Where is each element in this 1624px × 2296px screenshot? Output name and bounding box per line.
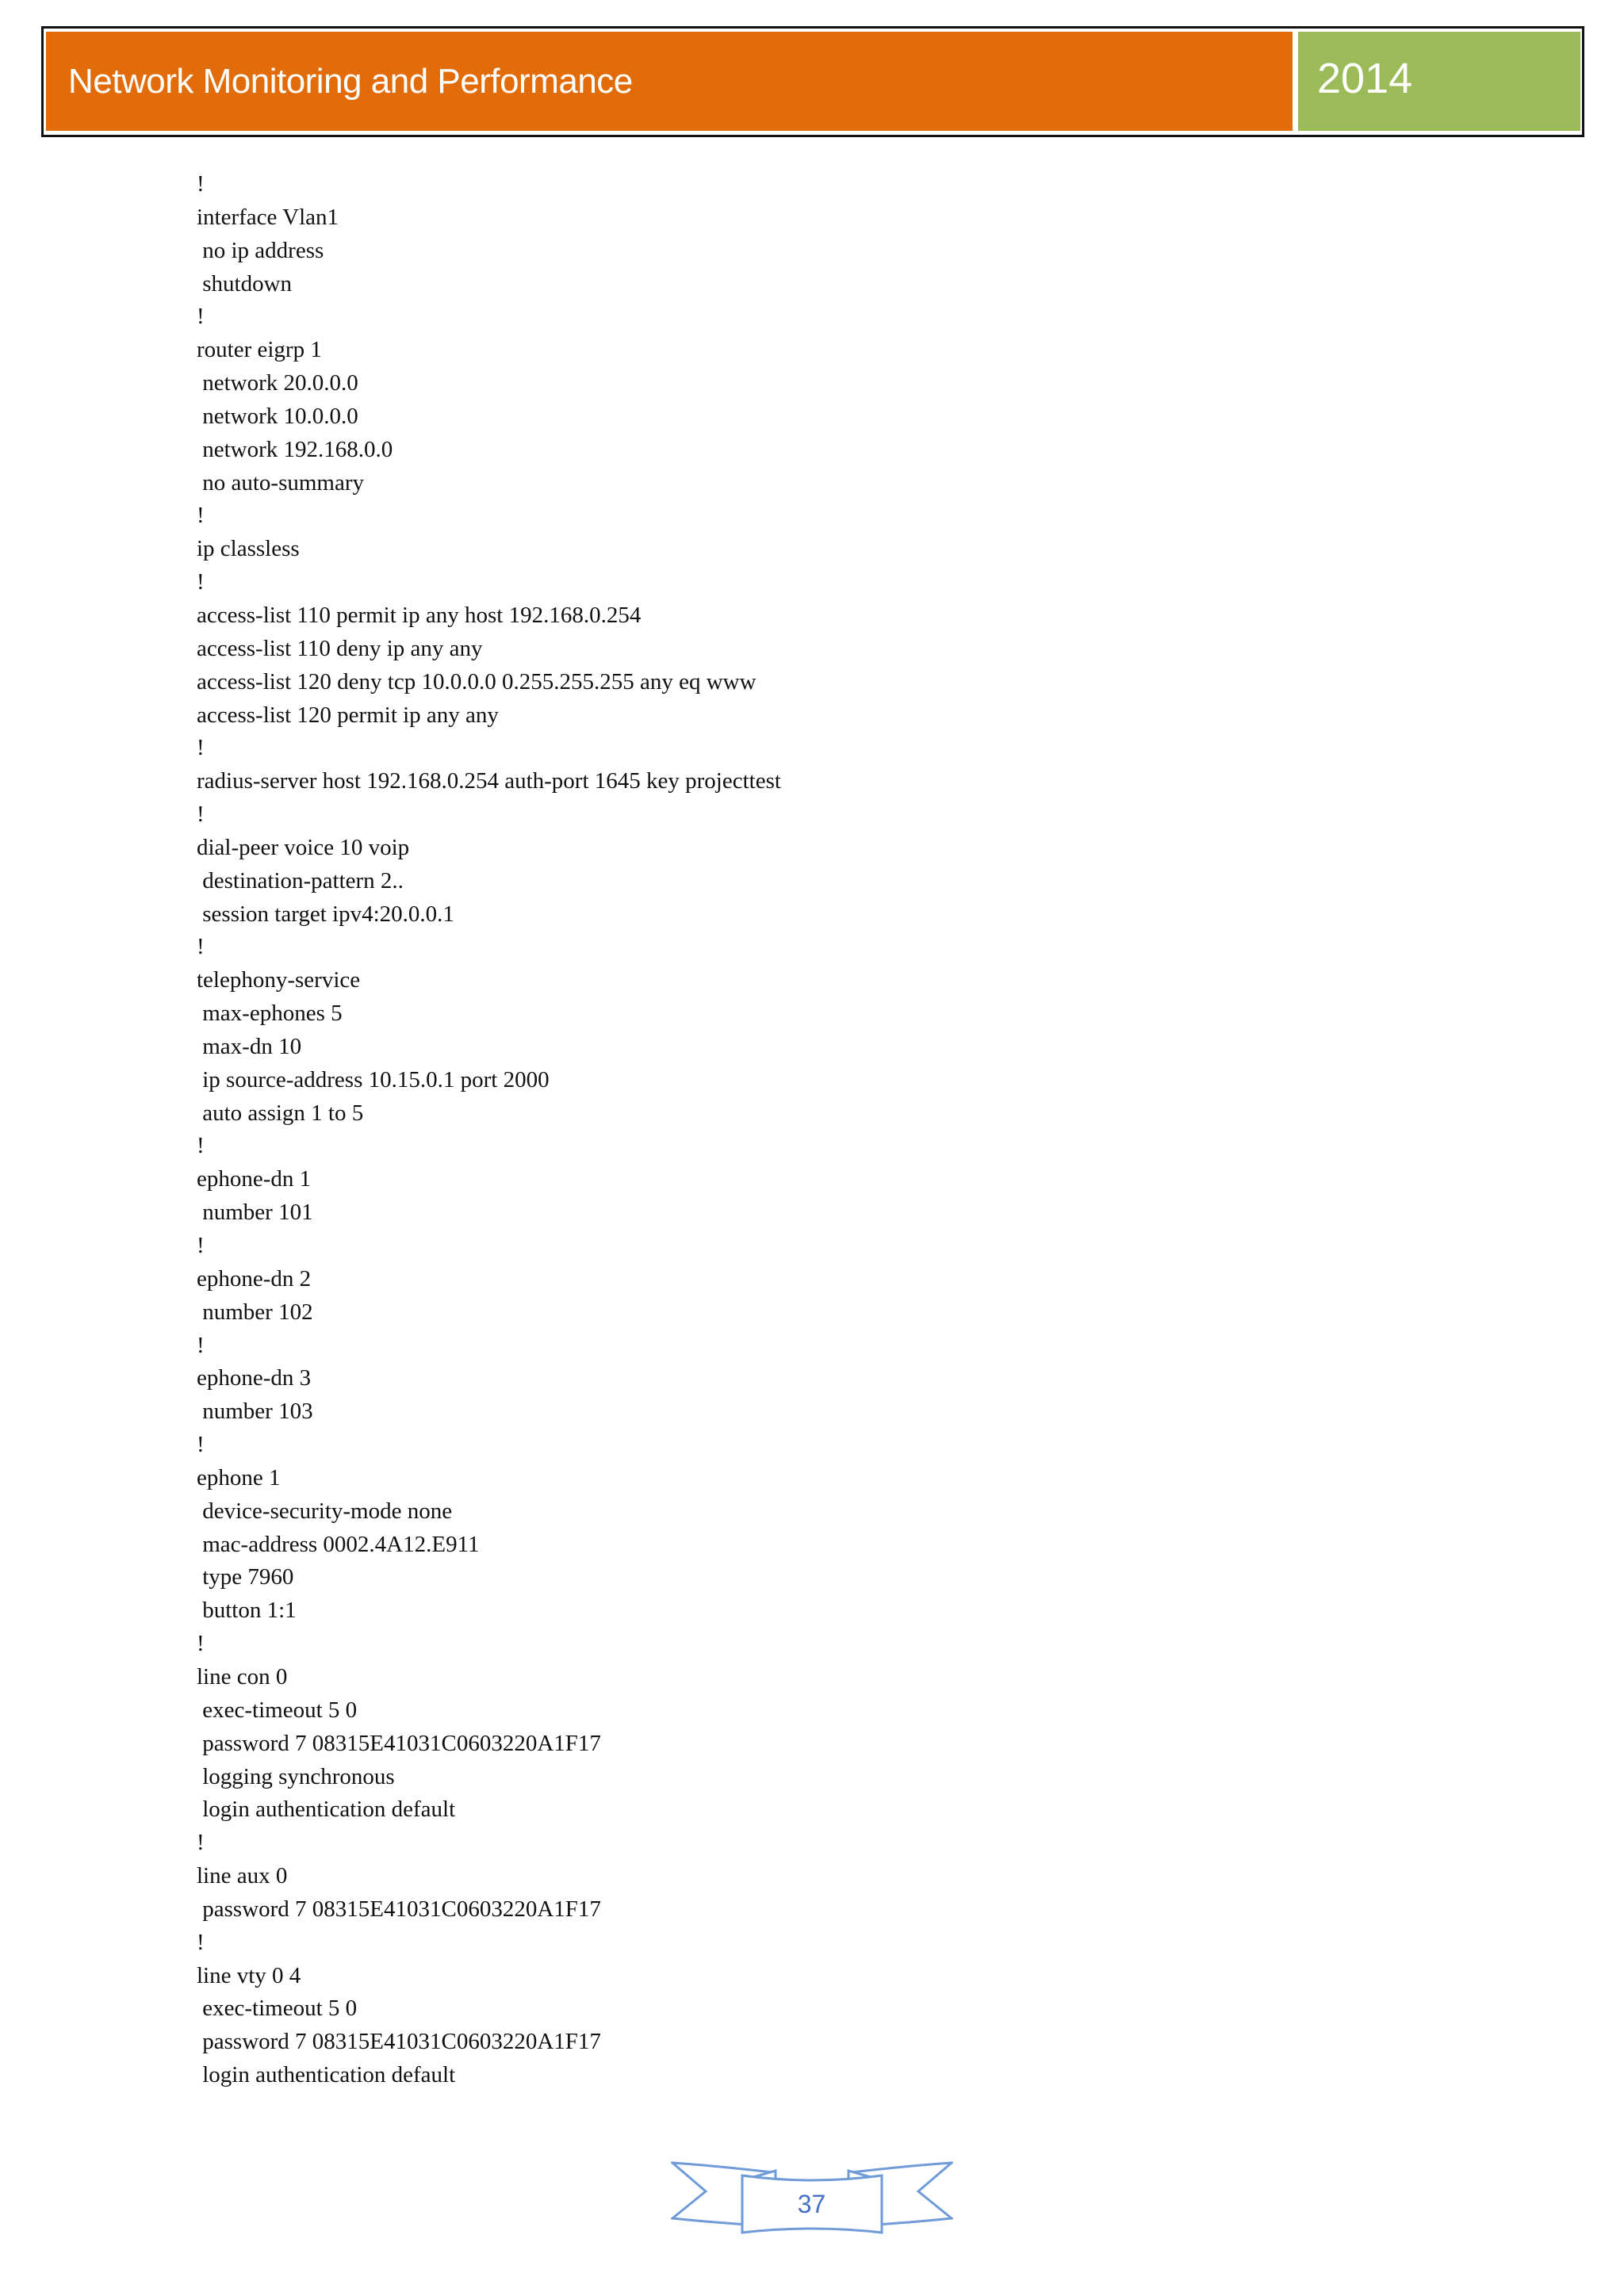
config-line: !	[197, 1332, 205, 1358]
config-line: auto assign 1 to 5	[197, 1100, 364, 1126]
config-line: access-list 120 permit ip any any	[197, 702, 499, 728]
page-number: 37	[797, 2190, 826, 2218]
config-line: network 20.0.0.0	[197, 370, 358, 396]
config-line: !	[197, 1830, 205, 1856]
config-line: access-list 110 permit ip any host 192.168.0.254	[197, 602, 642, 628]
config-line: exec-timeout 5 0	[197, 1697, 358, 1723]
config-line: !	[197, 1929, 205, 1955]
config-line: password 7 08315E41031C0603220A1F17	[197, 1730, 601, 1756]
config-line: password 7 08315E41031C0603220A1F17	[197, 1896, 601, 1922]
config-line: shutdown	[197, 270, 293, 297]
config-line: telephony-service	[197, 967, 361, 993]
config-line: ip source-address 10.15.0.1 port 2000	[197, 1066, 550, 1093]
document-year: 2014	[1317, 55, 1413, 102]
config-line: network 192.168.0.0	[197, 436, 393, 462]
config-line: !	[197, 934, 205, 960]
config-line: number 101	[197, 1200, 313, 1226]
config-line: ephone-dn 1	[197, 1166, 312, 1192]
config-line: ephone-dn 3	[197, 1365, 312, 1391]
config-line: line con 0	[197, 1663, 288, 1689]
config-line: !	[197, 304, 205, 330]
config-line: !	[197, 1631, 205, 1657]
header-title-band	[46, 32, 1293, 131]
config-line: password 7 08315E41031C0603220A1F17	[197, 2029, 601, 2055]
config-line: !	[197, 171, 205, 197]
config-line: line aux 0	[197, 1863, 288, 1889]
config-line: login authentication default	[197, 2062, 456, 2088]
config-line: exec-timeout 5 0	[197, 1996, 358, 2022]
config-line: ip classless	[197, 536, 300, 562]
config-line: no auto-summary	[197, 469, 365, 496]
config-line: number 103	[197, 1399, 313, 1425]
config-line: network 10.0.0.0	[197, 403, 358, 429]
config-line: device-security-mode none	[197, 1498, 453, 1524]
document-title: Network Monitoring and Performance	[68, 62, 633, 101]
config-line: access-list 120 deny tcp 10.0.0.0 0.255.255.255 any eq www	[197, 668, 756, 695]
router-config-listing	[197, 168, 781, 2092]
config-line: access-list 110 deny ip any any	[197, 635, 483, 661]
config-line: router eigrp 1	[197, 337, 322, 363]
config-line: !	[197, 503, 205, 529]
config-line: session target ipv4:20.0.0.1	[197, 901, 454, 927]
config-line: no ip address	[197, 237, 324, 263]
config-line: !	[197, 569, 205, 595]
config-line: dial-peer voice 10 voip	[197, 834, 410, 860]
config-line: !	[197, 802, 205, 828]
config-line: radius-server host 192.168.0.254 auth-port 1645 key projecttest	[197, 768, 781, 794]
config-line: max-ephones 5	[197, 1001, 343, 1027]
config-line: !	[197, 1133, 205, 1159]
config-line: logging synchronous	[197, 1763, 395, 1789]
config-line: ephone-dn 2	[197, 1265, 312, 1292]
config-line: interface Vlan1	[197, 204, 339, 230]
header-year-band	[1298, 32, 1580, 131]
config-line: !	[197, 735, 205, 761]
config-line: max-dn 10	[197, 1033, 302, 1059]
config-line: !	[197, 1432, 205, 1458]
config-line: mac-address 0002.4A12.E911	[197, 1531, 480, 1557]
config-line: ephone 1	[197, 1464, 281, 1490]
config-line: line vty 0 4	[197, 1962, 301, 1988]
config-line: button 1:1	[197, 1598, 297, 1624]
config-line: login authentication default	[197, 1797, 456, 1823]
config-line: destination-pattern 2..	[197, 867, 404, 894]
config-line: number 102	[197, 1299, 313, 1325]
config-line: type 7960	[197, 1564, 294, 1590]
config-line: !	[197, 1233, 205, 1258]
